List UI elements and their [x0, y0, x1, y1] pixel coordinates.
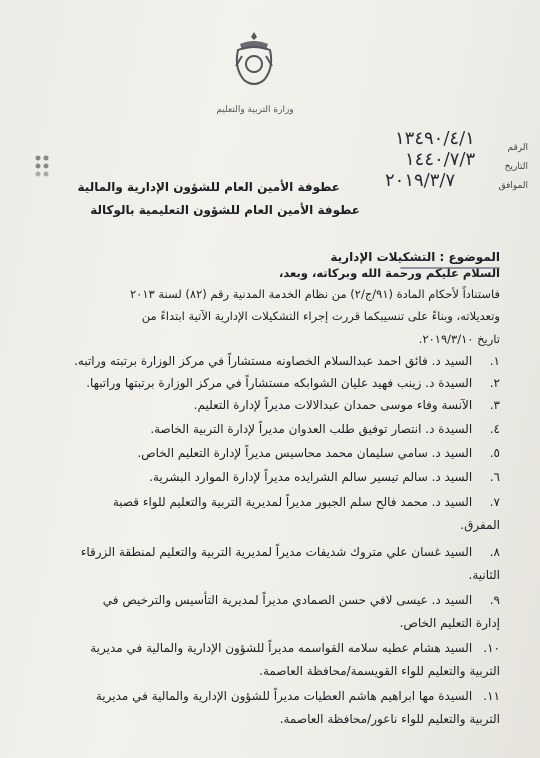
list-item: [40, 417, 500, 441]
item-number: ٧.: [489, 495, 500, 509]
list-item-continuation: الثانية.: [468, 568, 500, 582]
hijri-date: ١٤٤٠/٧/٣: [405, 149, 476, 170]
addressee-1: عطوفة الأمين العام للشؤون الإدارية والمالية: [77, 180, 340, 194]
item-number: ٥.: [489, 446, 500, 460]
item-number: ٩.: [489, 593, 500, 607]
list-item-continuation: المفرق.: [460, 518, 500, 532]
item-number: ٦.: [489, 470, 500, 484]
item-text: السيد د. سالم تيسير سالم الشرايده مديراً لإدارة الموارد البشرية.: [149, 470, 473, 484]
item-text: السيد د. عيسى لافي حسن الصمادي مديراً لمديرية التأسيس والترخيص في: [102, 593, 473, 607]
item-text: السيد هشام عطيه سلامه القواسمه مديراً للشؤون الإدارية والمالية في مديرية: [90, 641, 473, 655]
item-number: ٣.: [489, 398, 500, 412]
item-number: ١٠.: [483, 641, 500, 655]
intro-line-3: تاريخ ٢٠١٩/٣/١٠.: [418, 332, 500, 346]
list-item: [40, 441, 500, 465]
list-item: [40, 490, 500, 514]
item-text: السيد غسان علي متروك شديفات مديراً لمديرية التربية والتعليم لمنطقة الزرقاء: [80, 545, 473, 559]
item-text: السيدة مها ابراهيم هاشم العطيات مديراً للشؤون الإدارية والمالية في مديرية: [95, 689, 473, 703]
item-text: السيد د. سامي سليمان محمد محاسيس مديراً لإدارة التعليم الخاص.: [137, 446, 473, 460]
ministry-name: وزارة التربية والتعليم: [216, 105, 294, 115]
list-item-continuation: التربية والتعليم للواء ناعور/محافظة العاصمة.: [279, 712, 500, 726]
stamp-mark-icon: [30, 150, 60, 180]
item-text: السيدة د. زينب فهيد عليان الشوابكه مستشاراً في مركز الوزارة برتبتها وراتبها.: [86, 376, 473, 390]
item-number: ٨.: [489, 545, 500, 559]
gregorian-date: ٢٠١٩/٣/٧: [385, 170, 456, 191]
intro-line-1: فاستناداً لأحكام المادة (٩١/ج/٢) من نظام الخدمة المدنية رقم (٨٢) لسنة ٢٠١٣: [129, 287, 500, 301]
item-text: السيد د. محمد فالح سلم الجبور مديراً لمديرية التربية والتعليم للواء قصبة: [112, 495, 473, 509]
jordan-coat-of-arms-icon: [232, 30, 276, 90]
item-number: ١١.: [483, 689, 500, 703]
list-item: [40, 465, 500, 489]
item-text: الآنسة وفاء موسى حمدان عبدالالات مديراً لإدارة التعليم.: [193, 398, 473, 412]
item-text: السيد د. فائق احمد عبدالسلام الخصاونه مستشاراً في مركز الوزارة برتبته وراتبه.: [74, 354, 473, 368]
date-label: التاريخ: [504, 162, 528, 172]
gregorian-label: الموافق: [498, 181, 528, 191]
list-item: [40, 371, 500, 395]
list-item: [40, 684, 500, 708]
ref-value: ١٣٤٩٠/٤/١: [395, 128, 475, 149]
list-item-continuation: إدارة التعليم الخاص.: [399, 616, 500, 630]
intro-line-2: وتعديلاته، وبناءً على تنسيبكما قررت إجراء التشكيلات الإدارية الآتية ابتداءً من: [141, 309, 500, 323]
item-text: السيدة د. انتصار توفيق طلب العدوان مديراً لإدارة التربية الخاصة.: [150, 422, 473, 436]
item-number: ١.: [489, 354, 500, 368]
addressee-2: عطوفة الأمين العام للشؤون التعليمية بالوكالة: [90, 203, 360, 217]
greeting: السلام عليكم ورحمة الله وبركاته، وبعد،: [278, 266, 500, 280]
ref-label: الرقم: [507, 143, 528, 153]
list-item: [40, 588, 500, 612]
list-item-continuation: التربية والتعليم للواء القويسمة/محافظة العاصمة.: [259, 664, 500, 678]
list-item: [40, 349, 500, 373]
list-item: [40, 636, 500, 660]
list-item: [40, 540, 500, 564]
item-number: ٢.: [489, 376, 500, 390]
list-item: [40, 393, 500, 417]
subject-line: الموضوع : التشكيلات الإدارية: [330, 250, 500, 264]
item-number: ٤.: [489, 422, 500, 436]
